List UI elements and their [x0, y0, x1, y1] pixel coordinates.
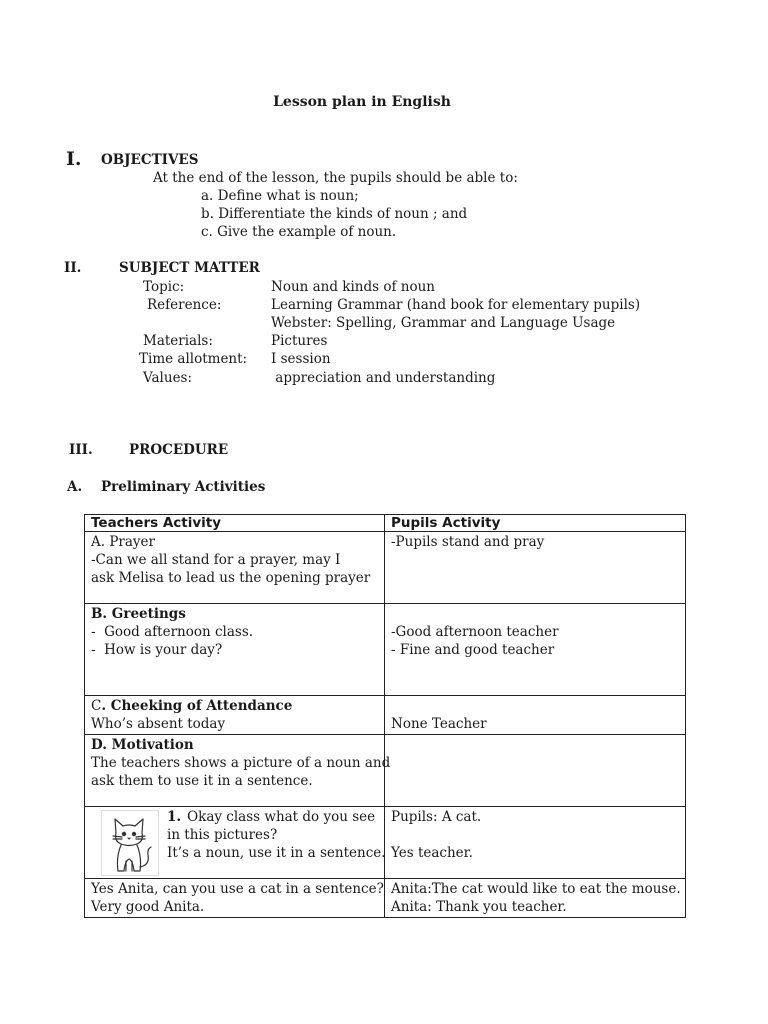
teacher-cell: [85, 604, 385, 696]
cell-line: A. Prayer: [91, 534, 155, 550]
cell-line: ask Melisa to lead us the opening prayer: [91, 570, 371, 586]
pupil-cell: [385, 532, 686, 604]
row-title: D. Motivation: [91, 737, 194, 753]
values-value: appreciation and understanding: [271, 370, 496, 386]
cell-line: Pupils: A cat.: [391, 809, 482, 825]
table-row: [85, 696, 686, 735]
table-row: [85, 735, 686, 807]
pupils-activity-header: Pupils Activity: [385, 515, 686, 532]
cell-line: Yes teacher.: [391, 845, 473, 861]
reference-value: Webster: Spelling, Grammar and Language Usage: [271, 315, 616, 331]
reference-value: Learning Grammar (hand book for elementary pupils): [271, 297, 641, 313]
cell-line: -Pupils stand and pray: [391, 534, 545, 550]
cell-line: It’s a noun, use it in a sentence.: [167, 845, 386, 861]
cell-line: -Can we all stand for a prayer, may I: [91, 552, 341, 568]
section-numeral-subject: II.: [64, 260, 82, 276]
teachers-activity-header: Teachers Activity: [85, 515, 385, 532]
objective-item: a. Define what is noun;: [201, 188, 359, 204]
teacher-cell: [85, 807, 385, 879]
cell-line: Okay class what do you see: [187, 809, 376, 825]
pupil-cell: [385, 696, 686, 735]
cell-line: The teachers shows a picture of a noun and: [91, 755, 391, 771]
teacher-cell: [85, 532, 385, 604]
objective-item: b. Differentiate the kinds of noun ; and: [201, 206, 468, 222]
materials-value: Pictures: [271, 333, 328, 349]
objective-item: c. Give the example of noun.: [201, 224, 397, 240]
table-row: [85, 604, 686, 696]
activity-table: [84, 514, 686, 918]
row-title: C. Cheeking of Attendance: [91, 698, 293, 714]
reference-label: Reference:: [147, 297, 222, 313]
cat-icon: [102, 811, 158, 875]
materials-label: Materials:: [143, 333, 213, 349]
topic-value: Noun and kinds of noun: [271, 279, 435, 295]
procedure-heading: PROCEDURE: [129, 442, 229, 458]
table-row: [85, 879, 686, 918]
teacher-cell: [85, 735, 391, 807]
teacher-cell: [85, 879, 385, 918]
cell-line: Who’s absent today: [91, 716, 226, 732]
cell-line: Yes Anita, can you use a cat in a sentence?: [91, 881, 384, 897]
cell-line: - Good afternoon class.: [91, 624, 254, 640]
values-label: Values:: [143, 370, 193, 386]
time-allotment-label: Time allotment:: [139, 351, 248, 367]
subject-matter-heading: SUBJECT MATTER: [119, 260, 260, 276]
row-title: B. Greetings: [91, 606, 186, 622]
cell-line: ask them to use it in a sentence.: [91, 773, 313, 789]
pupil-cell: [385, 735, 686, 807]
cell-line: in this pictures?: [167, 827, 278, 843]
pupil-cell: [385, 879, 686, 918]
time-allotment-value: I session: [271, 351, 331, 367]
cell-line: Anita:The cat would like to eat the mouse.: [391, 881, 681, 897]
cell-line: None Teacher: [391, 716, 487, 732]
subsection-letter: A.: [67, 479, 83, 495]
teacher-cell: [85, 696, 385, 735]
cell-line: - Fine and good teacher: [391, 642, 555, 658]
objectives-heading: OBJECTIVES: [101, 152, 199, 168]
cell-line: Anita: Thank you teacher.: [391, 899, 567, 915]
table-row: [85, 532, 686, 604]
cell-line: - How is your day?: [91, 642, 223, 658]
cell-line: -Good afternoon teacher: [391, 624, 559, 640]
cat-picture: [101, 810, 159, 876]
section-numeral-procedure: III.: [69, 442, 93, 458]
table-row: [85, 807, 686, 879]
section-numeral-objectives: I.: [66, 148, 82, 170]
objectives-intro: At the end of the lesson, the pupils should be able to:: [153, 170, 518, 186]
item-number: 1.: [167, 809, 182, 825]
page-title: Lesson plan in English: [273, 94, 451, 110]
pupil-cell: [385, 604, 686, 696]
preliminary-heading: Preliminary Activities: [101, 479, 266, 495]
cell-line: Very good Anita.: [91, 899, 205, 915]
cell-line: [391, 826, 679, 844]
topic-label: Topic:: [143, 279, 185, 295]
pupil-cell: [385, 807, 686, 879]
